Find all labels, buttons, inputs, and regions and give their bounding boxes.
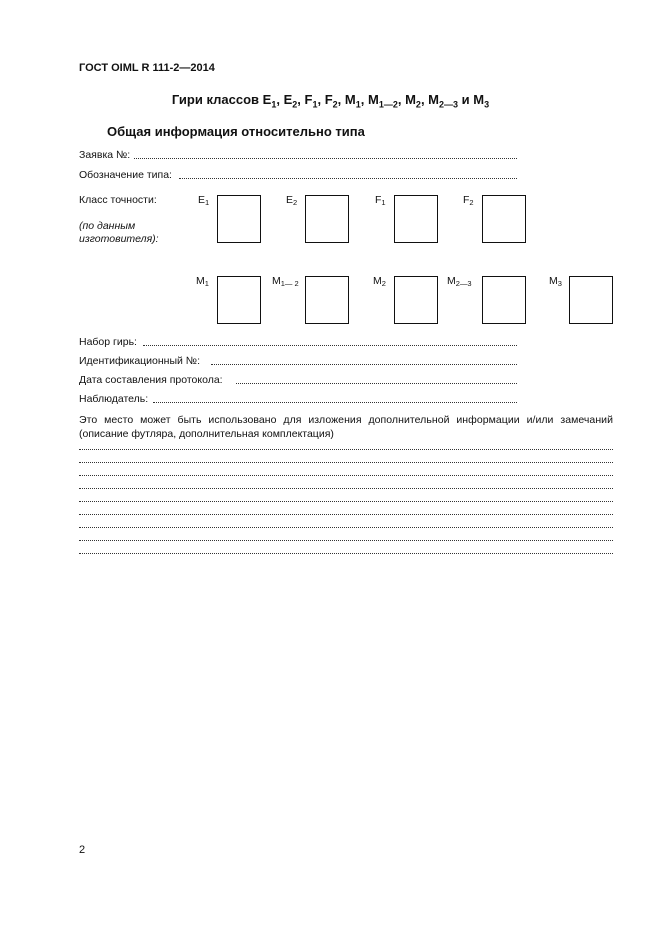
title-class-base: M [428, 92, 440, 107]
class-label-e1: $E_1$ [198, 194, 210, 207]
identification-field[interactable] [211, 364, 517, 365]
title-separator: , [297, 92, 305, 107]
remarks-line[interactable] [79, 553, 613, 554]
class-checkbox-f2[interactable] [482, 195, 526, 243]
title-class-sub: 1 [312, 99, 318, 110]
title-class-sub: 2 [415, 99, 421, 110]
title-class-base: E [283, 92, 293, 107]
manufacturer-note-line1: (по данным [79, 220, 136, 232]
remarks-line[interactable] [79, 449, 613, 450]
identification-label: Идентификационный №: [79, 355, 200, 367]
class-label-m1: $M_1$ [196, 275, 209, 288]
class-label-f1: $F_1$ [375, 194, 386, 207]
title-class-sub: 2 [292, 99, 298, 110]
title-class-sub: 2—3 [439, 99, 459, 110]
class-label-m3: $M_3$ [549, 275, 562, 288]
title-separator: , [276, 92, 284, 107]
class-label-m2-3: $M_{2—3}$ [447, 275, 472, 288]
title-class-base: M [344, 92, 356, 107]
title-class-sub: 1 [271, 99, 277, 110]
class-checkbox-m2[interactable] [394, 276, 438, 324]
title-class-base: E [262, 92, 272, 107]
document-header: ГОСТ OIML R 111-2—2014 [79, 62, 215, 74]
title-separator: , [337, 92, 345, 107]
accuracy-class-label: Класс точности: [79, 194, 157, 206]
weight-set-label: Набор гирь: [79, 336, 137, 348]
title-class-base: F [304, 92, 313, 107]
class-checkbox-m1[interactable] [217, 276, 261, 324]
section-title: Общая информация относительно типа [107, 124, 365, 139]
class-checkbox-e1[interactable] [217, 195, 261, 243]
application-field[interactable] [134, 158, 517, 159]
observer-label: Наблюдатель: [79, 393, 149, 405]
title-prefix: Гири классов [171, 92, 263, 107]
observer-field[interactable] [153, 402, 517, 403]
class-label-m2: $M_2$ [373, 275, 386, 288]
title-class-sub: 1 [355, 99, 361, 110]
class-label-f2: $F_2$ [463, 194, 474, 207]
title-class-sub: 2 [332, 99, 338, 110]
title-class-base: M [405, 92, 416, 107]
title-separator: , [360, 92, 368, 107]
class-label-m1-2: $M_{1— 2}$ [272, 275, 299, 288]
remarks-line[interactable] [79, 514, 613, 515]
remarks-line[interactable] [79, 540, 613, 541]
remarks-line[interactable] [79, 475, 613, 476]
title-separator: , [397, 92, 406, 107]
title-class-sub: 3 [484, 99, 490, 110]
remarks-line[interactable] [79, 488, 613, 489]
remarks-line[interactable] [79, 501, 613, 502]
type-designation-field[interactable] [179, 178, 517, 179]
class-checkbox-f1[interactable] [394, 195, 438, 243]
page-number: 2 [79, 844, 86, 856]
remarks-line[interactable] [79, 527, 613, 528]
title-separator: , [420, 92, 429, 107]
title-class-base: M [473, 92, 485, 107]
class-checkbox-m2-3[interactable] [482, 276, 526, 324]
remarks-text-line1: Это место может быть использовано для изложения дополнительной информации и/или замечаний [79, 414, 613, 426]
title-class-base: F [324, 92, 333, 107]
report-date-field[interactable] [236, 383, 517, 384]
class-checkbox-e2[interactable] [305, 195, 349, 243]
report-date-label: Дата составления протокола: [79, 374, 223, 386]
type-designation-label: Обозначение типа: [79, 169, 172, 181]
class-checkbox-m1-2[interactable] [305, 276, 349, 324]
title-class-sub: 1—2 [378, 99, 398, 110]
application-label: Заявка №: [79, 149, 131, 161]
title-separator: и [458, 92, 474, 107]
manufacturer-note-line2: изготовителя): [79, 233, 159, 245]
weight-set-field[interactable] [143, 345, 517, 346]
class-label-e2: $E_2$ [286, 194, 298, 207]
remarks-line[interactable] [79, 462, 613, 463]
title-separator: , [317, 92, 325, 107]
class-checkbox-m3[interactable] [569, 276, 613, 324]
title-class-base: M [367, 92, 379, 107]
remarks-text-line2: (описание футляра, дополнительная комплектация) [79, 428, 334, 440]
page-title [0, 92, 661, 110]
